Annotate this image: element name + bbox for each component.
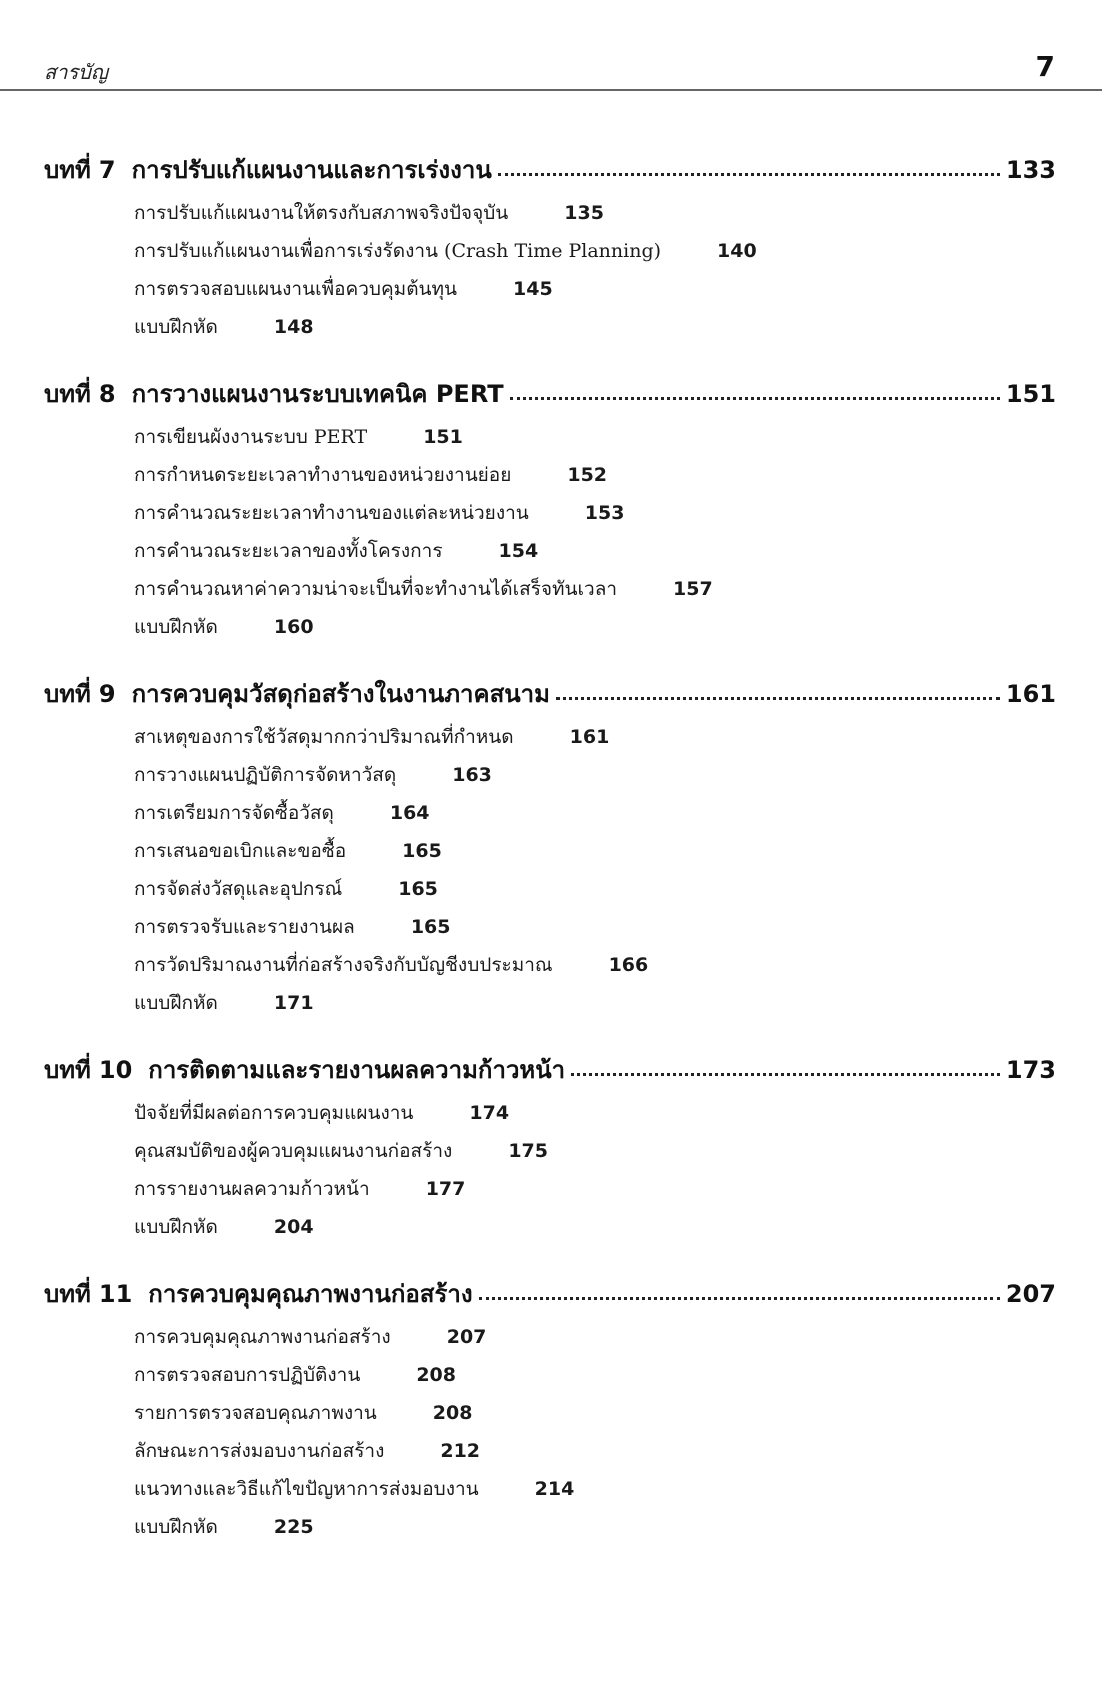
chapter-title: การควบคุมคุณภาพงานก่อสร้าง — [148, 1280, 473, 1308]
section-entry[interactable] — [134, 194, 1056, 232]
section-title: ปัจจัยที่มีผลต่อการควบคุมแผนงาน — [134, 1102, 414, 1124]
section-list — [44, 1318, 1056, 1546]
section-page: 175 — [508, 1140, 548, 1162]
section-page: 140 — [717, 240, 757, 262]
section-title: รายการตรวจสอบคุณภาพงาน — [134, 1402, 377, 1424]
chapter-heading[interactable] — [44, 674, 1056, 718]
chapter-title: การวางแผนงานระบบเทคนิค PERT — [131, 380, 504, 408]
section-title: การคำนวณหาค่าความน่าจะเป็นที่จะทำงานได้เสร็จทันเวลา — [134, 578, 618, 600]
section-title: การควบคุมคุณภาพงานก่อสร้าง — [134, 1326, 391, 1348]
section-page: 154 — [498, 540, 539, 562]
section-page: 153 — [584, 502, 625, 524]
section-list — [44, 718, 1056, 1022]
section-entry[interactable] — [134, 494, 1056, 532]
chapter-title: การควบคุมวัสดุก่อสร้างในงานภาคสนาม — [131, 680, 550, 708]
section-page: 148 — [273, 316, 314, 338]
section-page: 165 — [410, 916, 451, 938]
section-page: 212 — [440, 1440, 481, 1462]
section-page: 165 — [402, 840, 442, 862]
section-entry[interactable] — [134, 1508, 1056, 1546]
table-of-contents — [44, 150, 1056, 1574]
section-page: 174 — [469, 1102, 510, 1124]
section-entry[interactable] — [134, 946, 1056, 984]
section-title: ลักษณะการส่งมอบงานก่อสร้าง — [134, 1440, 385, 1462]
section-page: 157 — [673, 578, 713, 600]
section-title: การคำนวณระยะเวลาของทั้งโครงการ — [134, 540, 443, 562]
dot-leader — [498, 173, 1000, 176]
section-page: 145 — [513, 278, 553, 300]
chapter-10 — [44, 1050, 1056, 1246]
section-page: 165 — [398, 878, 438, 900]
chapter-number: 10 — [98, 1056, 133, 1084]
section-entry[interactable] — [134, 308, 1056, 346]
header-rule — [0, 89, 1102, 91]
chapter-page: 173 — [1005, 1056, 1056, 1084]
section-page: 164 — [389, 802, 430, 824]
section-entry[interactable] — [134, 1356, 1056, 1394]
section-page: 152 — [567, 464, 608, 486]
section-entry[interactable] — [134, 870, 1056, 908]
section-entry[interactable] — [134, 418, 1056, 456]
section-entry[interactable] — [134, 756, 1056, 794]
section-title: การตรวจรับและรายงานผล — [134, 916, 355, 938]
section-entry[interactable] — [134, 1132, 1056, 1170]
chapter-page: 161 — [1005, 680, 1056, 708]
section-entry[interactable] — [134, 1094, 1056, 1132]
section-title: การจัดส่งวัสดุและอุปกรณ์ — [134, 878, 343, 900]
dot-leader — [479, 1297, 1000, 1300]
chapter-title: การปรับแก้แผนงานและการเร่งงาน — [131, 156, 492, 184]
section-page: 160 — [273, 616, 314, 638]
section-page: 208 — [416, 1364, 456, 1386]
chapter-heading[interactable] — [44, 374, 1056, 418]
section-entry[interactable] — [134, 1208, 1056, 1246]
section-entry[interactable] — [134, 270, 1056, 308]
section-entry[interactable] — [134, 232, 1056, 270]
chapter-7 — [44, 150, 1056, 346]
chapter-number: 7 — [98, 156, 116, 184]
chapter-11 — [44, 1274, 1056, 1546]
section-page: 225 — [273, 1516, 314, 1538]
section-page: 161 — [569, 726, 610, 748]
section-title: การคำนวณระยะเวลาทำงานของแต่ละหน่วยงาน — [134, 502, 529, 524]
section-entry[interactable] — [134, 908, 1056, 946]
chapter-8 — [44, 374, 1056, 646]
section-entry[interactable] — [134, 1170, 1056, 1208]
chapter-number: 8 — [98, 380, 116, 408]
section-list — [44, 194, 1056, 346]
chapter-label: บทที่ — [44, 680, 91, 708]
section-entry[interactable] — [134, 456, 1056, 494]
section-title: แบบฝึกหัด — [134, 316, 218, 338]
chapter-label: บทที่ — [44, 1280, 91, 1308]
section-list — [44, 418, 1056, 646]
chapter-page: 207 — [1005, 1280, 1056, 1308]
section-title: แบบฝึกหัด — [134, 616, 218, 638]
chapter-page: 151 — [1005, 380, 1056, 408]
section-title: การปรับแก้แผนงานเพื่อการเร่งรัดงาน (Crash Time Planning) — [134, 240, 662, 262]
section-title: คุณสมบัติของผู้ควบคุมแผนงานก่อสร้าง — [134, 1140, 453, 1162]
section-entry[interactable] — [134, 1432, 1056, 1470]
section-page: 151 — [423, 426, 463, 448]
section-entry[interactable] — [134, 532, 1056, 570]
section-title: การปรับแก้แผนงานให้ตรงกับสภาพจริงปัจจุบัน — [134, 202, 509, 224]
running-header-title: สารบัญ — [44, 60, 108, 84]
section-entry[interactable] — [134, 608, 1056, 646]
chapter-title: การติดตามและรายงานผลความก้าวหน้า — [148, 1056, 566, 1084]
section-title: การเตรียมการจัดซื้อวัสดุ — [134, 802, 334, 824]
chapter-label: บทที่ — [44, 380, 91, 408]
dot-leader — [556, 697, 1000, 700]
section-title: การวางแผนปฏิบัติการจัดหาวัสดุ — [134, 764, 397, 786]
section-page: 163 — [452, 764, 492, 786]
section-title: สาเหตุของการใช้วัสดุมากกว่าปริมาณที่กำหนด — [134, 726, 514, 748]
section-entry[interactable] — [134, 984, 1056, 1022]
chapter-number: 11 — [98, 1280, 133, 1308]
chapter-9 — [44, 674, 1056, 1022]
section-page: 207 — [446, 1326, 487, 1348]
chapter-page: 133 — [1005, 156, 1056, 184]
section-title: แนวทางและวิธีแก้ไขปัญหาการส่งมอบงาน — [134, 1478, 479, 1500]
section-title: การตรวจสอบการปฏิบัติงาน — [134, 1364, 361, 1386]
section-entry[interactable] — [134, 1318, 1056, 1356]
chapter-heading[interactable] — [44, 150, 1056, 194]
section-title: การวัดปริมาณงานที่ก่อสร้างจริงกับบัญชีงบประมาณ — [134, 954, 553, 976]
chapter-heading[interactable] — [44, 1274, 1056, 1318]
chapter-number: 9 — [98, 680, 116, 708]
dot-leader — [510, 397, 1000, 400]
chapter-heading[interactable] — [44, 1050, 1056, 1094]
section-list — [44, 1094, 1056, 1246]
section-page: 204 — [273, 1216, 314, 1238]
chapter-label: บทที่ — [44, 1056, 91, 1084]
chapter-label: บทที่ — [44, 156, 91, 184]
section-title: แบบฝึกหัด — [134, 1216, 218, 1238]
section-entry[interactable] — [134, 1470, 1056, 1508]
section-page: 177 — [425, 1178, 466, 1200]
dot-leader — [571, 1073, 1000, 1076]
section-title: การกำหนดระยะเวลาทำงานของหน่วยงานย่อย — [134, 464, 512, 486]
section-entry[interactable] — [134, 570, 1056, 608]
section-entry[interactable] — [134, 832, 1056, 870]
section-title: แบบฝึกหัด — [134, 992, 218, 1014]
page-number: 7 — [1035, 50, 1055, 83]
section-page: 214 — [534, 1478, 575, 1500]
page-header — [0, 0, 1102, 90]
section-title: การเขียนผังงานระบบ PERT — [134, 426, 368, 448]
section-page: 171 — [273, 992, 314, 1014]
section-page: 166 — [608, 954, 649, 976]
section-title: การตรวจสอบแผนงานเพื่อควบคุมต้นทุน — [134, 278, 458, 300]
section-title: การรายงานผลความก้าวหน้า — [134, 1178, 370, 1200]
section-entry[interactable] — [134, 718, 1056, 756]
section-page: 208 — [432, 1402, 473, 1424]
section-entry[interactable] — [134, 1394, 1056, 1432]
section-page: 135 — [564, 202, 604, 224]
section-title: แบบฝึกหัด — [134, 1516, 218, 1538]
section-title: การเสนอขอเบิกและขอซื้อ — [134, 840, 347, 862]
section-entry[interactable] — [134, 794, 1056, 832]
